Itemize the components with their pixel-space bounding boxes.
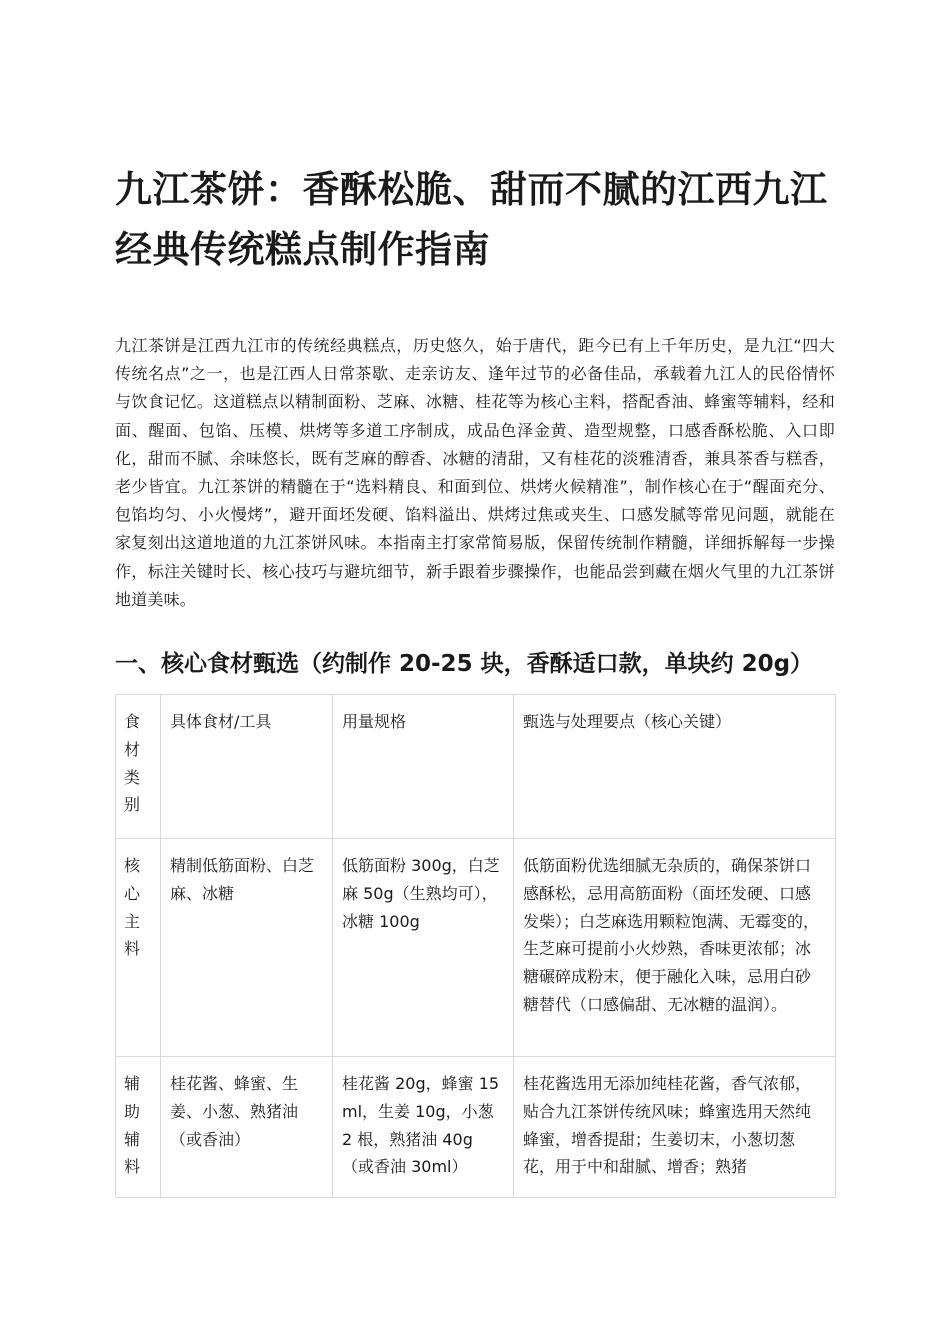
- ingredients-table: [115, 694, 836, 1198]
- row-amount: [333, 1057, 514, 1198]
- header-notes: 甄选与处理要点（核心关键）: [514, 695, 836, 839]
- row-amount: 低筋面粉 300g，白芝麻 50g（生熟均可），冰糖 100g: [333, 839, 514, 1057]
- table-row: [116, 839, 836, 1057]
- header-amount: 用量规格: [333, 695, 514, 839]
- row-category: [116, 1057, 161, 1198]
- header-category: 食材类别: [116, 695, 161, 839]
- cell-text: 桂花酱 20g，蜂蜜 15ml，生姜 10g，小葱 2 根，熟猪油 40g（或香油 30ml）: [342, 1074, 500, 1177]
- section-heading: 一、核心食材甄选（约制作 20-25 块，香酥适口款，单块约 20g）: [115, 651, 814, 678]
- row-notes: [514, 1057, 836, 1198]
- row-items: [161, 1057, 333, 1198]
- page-title: 九江茶饼：香酥松脆、甜而不腻的江西九江经典传统糕点制作指南: [115, 168, 828, 271]
- cell-text: 辅助辅料: [124, 1074, 141, 1177]
- row-category: 核心主料: [116, 839, 161, 1057]
- row-items: 精制低筋面粉、白芝麻、冰糖: [161, 839, 333, 1057]
- cell-text: 桂花酱选用无添加纯桂花酱，香气浓郁，贴合九江茶饼传统风味；蜂蜜选用天然纯蜂蜜，增香提甜；生姜切末，小葱切葱花，用于中和甜腻、增香；熟猪: [523, 1074, 812, 1177]
- intro-paragraph: 九江茶饼是江西九江市的传统经典糕点，历史悠久，始于唐代，距今已有上千年历史，是九江“四大传统名点”之一，也是江西人日常茶歇、走亲访友、逢年过节的必备佳品，承载着九江人的民俗情怀与饮食记忆。这道糕点以精制面粉、芝麻、冰糖、桂花等为核心主料，搭配香油、蜂蜜等辅料，经和面、醒面、包馅、压模、烘烤等多道工序制成，成品色泽金黄、造型规整，口感香酥松脆、入口即化，甜而不腻、余味悠长，既有芝麻的醇香、冰糖的清甜，又有桂花的淡雅清香，兼具茶香与糕香，老少皆宜。九江茶饼的精髓在于“选料精良、和面到位、烘烤火候精准”，制作核心在于“醒面充分、包馅均匀、小火慢烤”，避开面坯发硬、馅料溢出、烘烤过焦或夹生、口感发腻等常见问题，就能在家复刻出这道地道的九江茶饼风味。本指南主打家常简易版，保留传统制作精髓，详细拆解每一步操作，标注关键时长、核心技巧与避坑细节，新手跟着步骤操作，也能品尝到藏在烟火气里的九江茶饼地道美味。: [115, 336, 835, 609]
- document-page: [115, 160, 835, 1198]
- cell-text: 桂花酱、蜂蜜、生姜、小葱、熟猪油（或香油）: [170, 1074, 299, 1149]
- table-row: [116, 1057, 836, 1198]
- row-notes: 低筋面粉优选细腻无杂质的，确保茶饼口感酥松，忌用高筋面粉（面坯发硬、口感发柴）；白芝麻选用颗粒饱满、无霉变的，生芝麻可提前小火炒熟，香味更浓郁；冰糖碾碎成粉末，便于融化入味，忌用白砂糖替代（口感偏甜、无冰糖的温润）。: [514, 839, 836, 1057]
- table-header-row: [116, 695, 836, 839]
- header-items: 具体食材/工具: [161, 695, 333, 839]
